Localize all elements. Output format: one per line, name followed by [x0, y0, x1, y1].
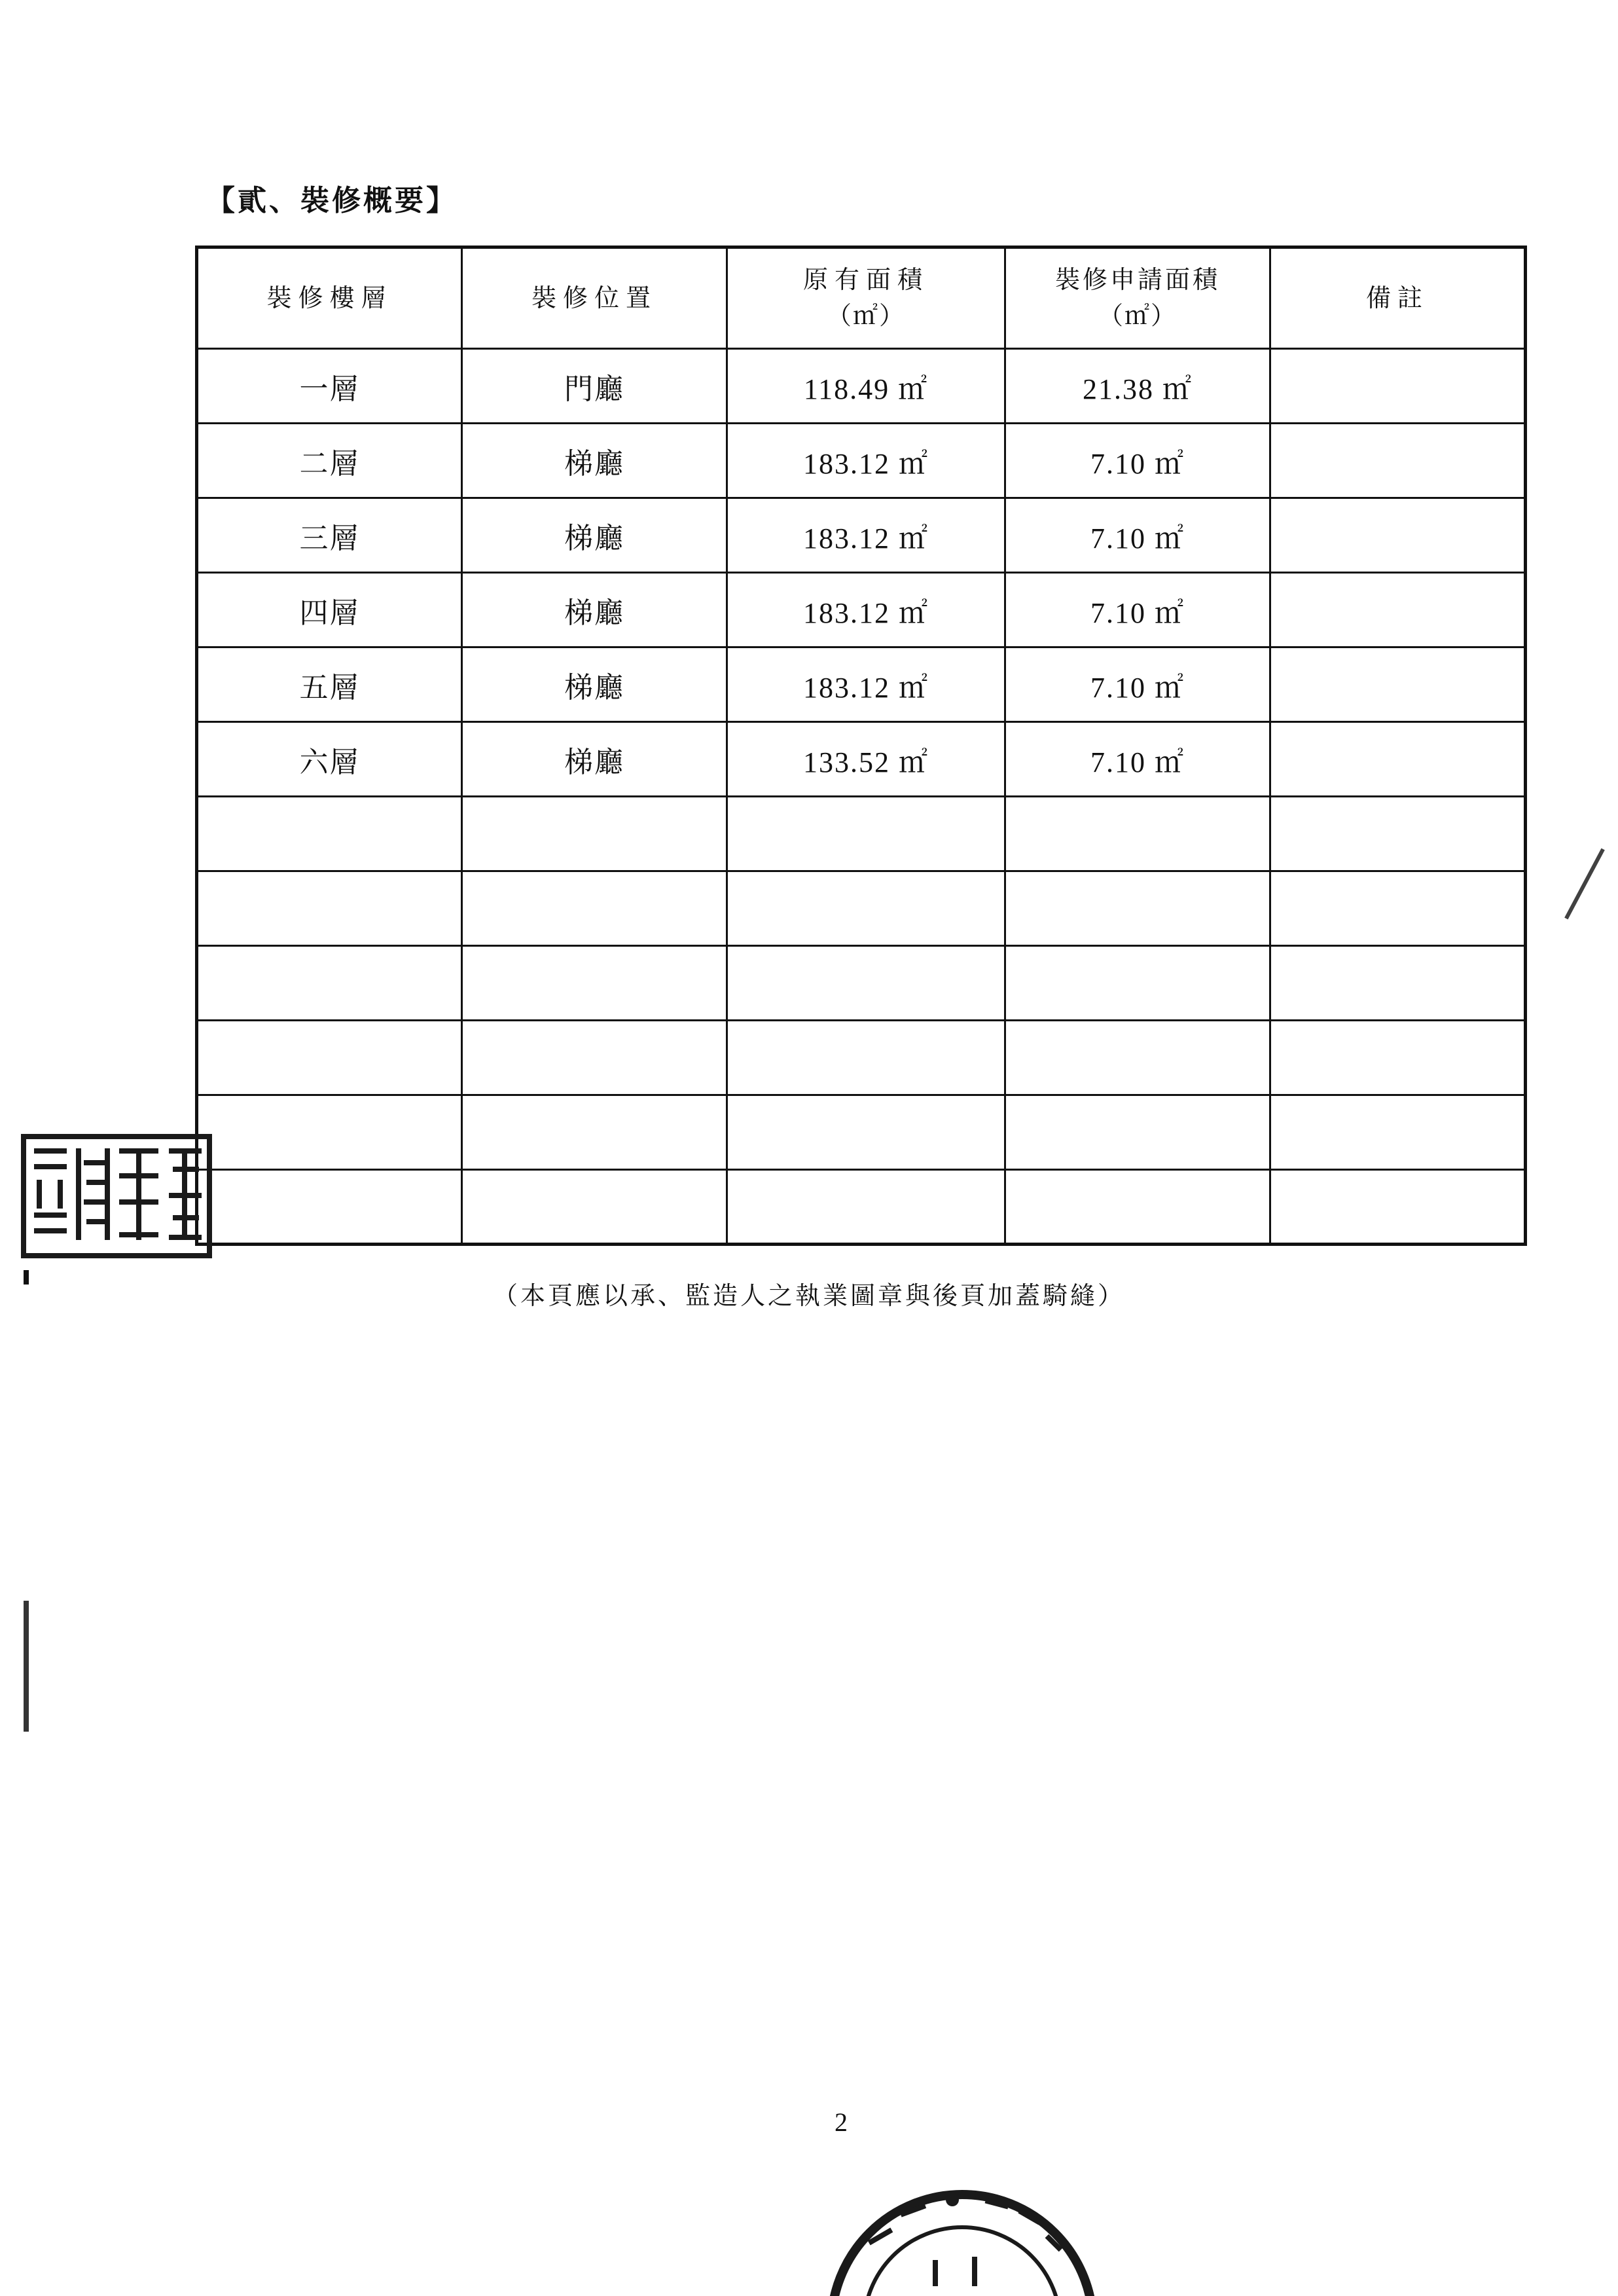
- empty-table-row: [197, 946, 1526, 1021]
- cell-location: 梯廳: [462, 424, 727, 498]
- header-applied-area-unit: （㎡）: [1098, 302, 1177, 330]
- cell-floor: 四層: [197, 573, 462, 647]
- cell-original-area: 183.12 ㎡: [727, 573, 1005, 647]
- scan-margin-mark: [24, 1270, 29, 1285]
- table-row: [197, 349, 1526, 424]
- empty-table-row: [197, 1170, 1526, 1245]
- cell-location: 梯廳: [462, 498, 727, 573]
- header-floor: 裝修樓層: [197, 247, 462, 349]
- header-original-area-label: 原有面積: [802, 265, 929, 295]
- cell-floor: 六層: [197, 722, 462, 797]
- scan-margin-mark: [1564, 848, 1605, 920]
- cell-original-area: 183.12 ㎡: [727, 424, 1005, 498]
- header-applied-area: [1005, 247, 1270, 349]
- header-original-area: [727, 247, 1005, 349]
- architect-seal-stamp: [21, 1134, 212, 1258]
- header-remarks: 備註: [1270, 247, 1526, 349]
- cell-applied-area: 7.10 ㎡: [1005, 573, 1270, 647]
- cell-location: 梯廳: [462, 573, 727, 647]
- cell-location: 門廳: [462, 349, 727, 424]
- section-title: 【貳、裝修概要】: [206, 184, 458, 217]
- cell-remarks: [1270, 424, 1526, 498]
- empty-table-row: [197, 1021, 1526, 1095]
- table-header-row: [197, 247, 1526, 349]
- empty-table-row: [197, 871, 1526, 946]
- cell-applied-area: 7.10 ㎡: [1005, 722, 1270, 797]
- cell-location: 梯廳: [462, 647, 727, 722]
- cell-location: 梯廳: [462, 722, 727, 797]
- empty-table-row: [197, 797, 1526, 871]
- footnote: （本頁應以承、監造人之執業圖章與後頁加蓋騎縫）: [492, 1281, 1125, 1310]
- header-original-area-unit: （㎡）: [826, 302, 905, 330]
- cell-original-area: 118.49 ㎡: [727, 349, 1005, 424]
- cell-floor: 二層: [197, 424, 462, 498]
- cell-applied-area: 7.10 ㎡: [1005, 424, 1270, 498]
- cell-original-area: 183.12 ㎡: [727, 647, 1005, 722]
- cell-remarks: [1270, 349, 1526, 424]
- cell-applied-area: 7.10 ㎡: [1005, 498, 1270, 573]
- round-stamp-icon: [821, 2136, 1096, 2296]
- table-row: [197, 722, 1526, 797]
- table-row: [197, 424, 1526, 498]
- cell-remarks: [1270, 647, 1526, 722]
- header-applied-area-label: 裝修申請面積: [1054, 265, 1220, 295]
- renovation-summary-table: [195, 246, 1527, 1246]
- cell-floor: 三層: [197, 498, 462, 573]
- cell-remarks: [1270, 498, 1526, 573]
- table-row: [197, 573, 1526, 647]
- page-number: 2: [835, 2107, 848, 2137]
- cell-remarks: [1270, 722, 1526, 797]
- cell-original-area: 133.52 ㎡: [727, 722, 1005, 797]
- office-round-stamp: [821, 2136, 1096, 2296]
- table-row: [197, 498, 1526, 573]
- scan-margin-mark: [24, 1601, 29, 1732]
- table-row: [197, 647, 1526, 722]
- cell-floor: 五層: [197, 647, 462, 722]
- cell-floor: 一層: [197, 349, 462, 424]
- cell-original-area: 183.12 ㎡: [727, 498, 1005, 573]
- seal-glyph-icon: [21, 1134, 212, 1258]
- cell-applied-area: 7.10 ㎡: [1005, 647, 1270, 722]
- cell-applied-area: 21.38 ㎡: [1005, 349, 1270, 424]
- empty-table-row: [197, 1095, 1526, 1170]
- header-location: 裝修位置: [462, 247, 727, 349]
- cell-remarks: [1270, 573, 1526, 647]
